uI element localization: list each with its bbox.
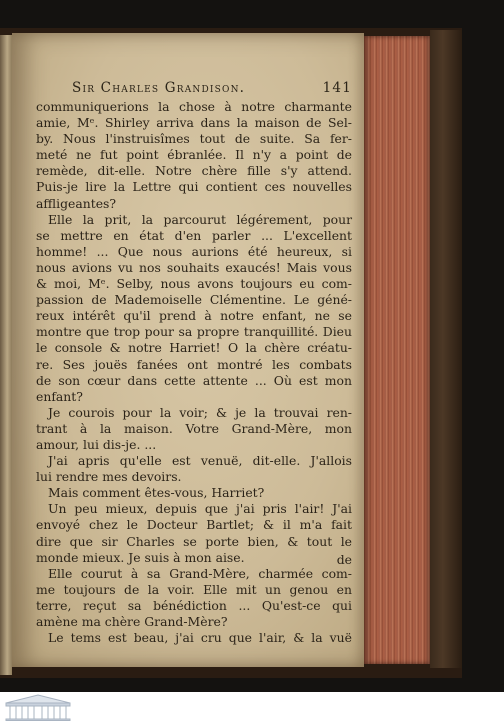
text-line: Mais comment êtes-vous, Harriet? (48, 485, 265, 501)
running-header (72, 80, 352, 98)
text-line: envoyé chez le Docteur Bartlet; & il m'a fait (36, 517, 352, 533)
text-line: monde mieux. Je suis à mon aise. (36, 549, 245, 565)
text-line: Le tems est beau, j'ai cru que l'air, & la vuë (48, 630, 352, 646)
text-line: dire que sir Charles se porte bien, & tout le (36, 533, 352, 549)
text-line: enfant? (36, 388, 83, 404)
library-building-logo-icon (4, 693, 72, 721)
text-line: communiquerions la chose à notre charmante (36, 99, 352, 114)
facing-page-edge (0, 35, 12, 675)
text-line: affligeantes? (36, 195, 117, 211)
text-line: re. Ses jouës fanées ont montré les combats (36, 356, 352, 372)
page-body-text (36, 99, 352, 646)
running-title: Sir Charles Grandison. (72, 80, 246, 96)
text-line: Un peu mieux, depuis que j'ai pris l'air! J'ai (48, 501, 352, 517)
text-line: remède, dit-elle. Notre chère fille s'y attend. (36, 163, 352, 179)
text-line: meté ne fut point ébranlée. Il n'y a point de (36, 147, 352, 163)
text-line: me toujours de la voir. Elle mit un genou en (36, 581, 352, 597)
text-line: reux intérêt qu'il prend à notre enfant, ne se (36, 308, 352, 324)
text-line: Elle la prit, la parcourut légérement, pour (48, 211, 352, 227)
text-line: Je courois pour la voir; & je la trouvai ren- (48, 404, 352, 420)
text-line: nous avions vu nos souhaits exaucés! Mais vous (36, 259, 352, 275)
text-line: homme! ... Que nous aurions été heureux, si (36, 243, 352, 259)
text-line: by. Nous l'instruisîmes tout de suite. Sa fer- (36, 131, 352, 147)
page-block-edge (364, 36, 430, 664)
text-line: passion de Mademoiselle Clémentine. Le géné- (36, 292, 352, 308)
text-line: & moi, Mᵉ. Selby, nous avons toujours eu com- (36, 276, 352, 292)
text-line: le console & notre Harriet! O la chère créatu- (36, 340, 352, 356)
catchword: de (336, 552, 352, 567)
text-line: amour, lui dis-je. ... (36, 436, 157, 452)
text-line: de son cœur dans cette attente ... Où est mon (36, 372, 352, 388)
text-line: lui rendre mes devoirs. (36, 469, 182, 485)
text-line: J'ai apris qu'elle est venuë, dit-elle. J'allois (48, 453, 352, 469)
text-line: Puis-je lire la Lettre qui contient ces nouvelles (36, 179, 352, 195)
text-line: amie, Mᵉ. Shirley arriva dans la maison de Sel- (36, 115, 352, 131)
footer-strip (0, 692, 504, 723)
page-number: 141 (322, 80, 352, 96)
text-line: trant à la maison. Votre Grand-Mère, mon (36, 420, 352, 436)
text-line: montre que trop pour sa propre tranquillité. Dieu (36, 324, 352, 340)
text-line: Elle courut à sa Grand-Mère, charmée com- (48, 565, 352, 581)
text-line: se mettre en état d'en parler ... L'excellent (36, 227, 352, 243)
text-line: amène ma chère Grand-Mère? (36, 614, 228, 629)
text-line: terre, reçut sa bénédiction ... Qu'est-ce qui (36, 597, 352, 613)
book-cover-edge (430, 30, 462, 668)
